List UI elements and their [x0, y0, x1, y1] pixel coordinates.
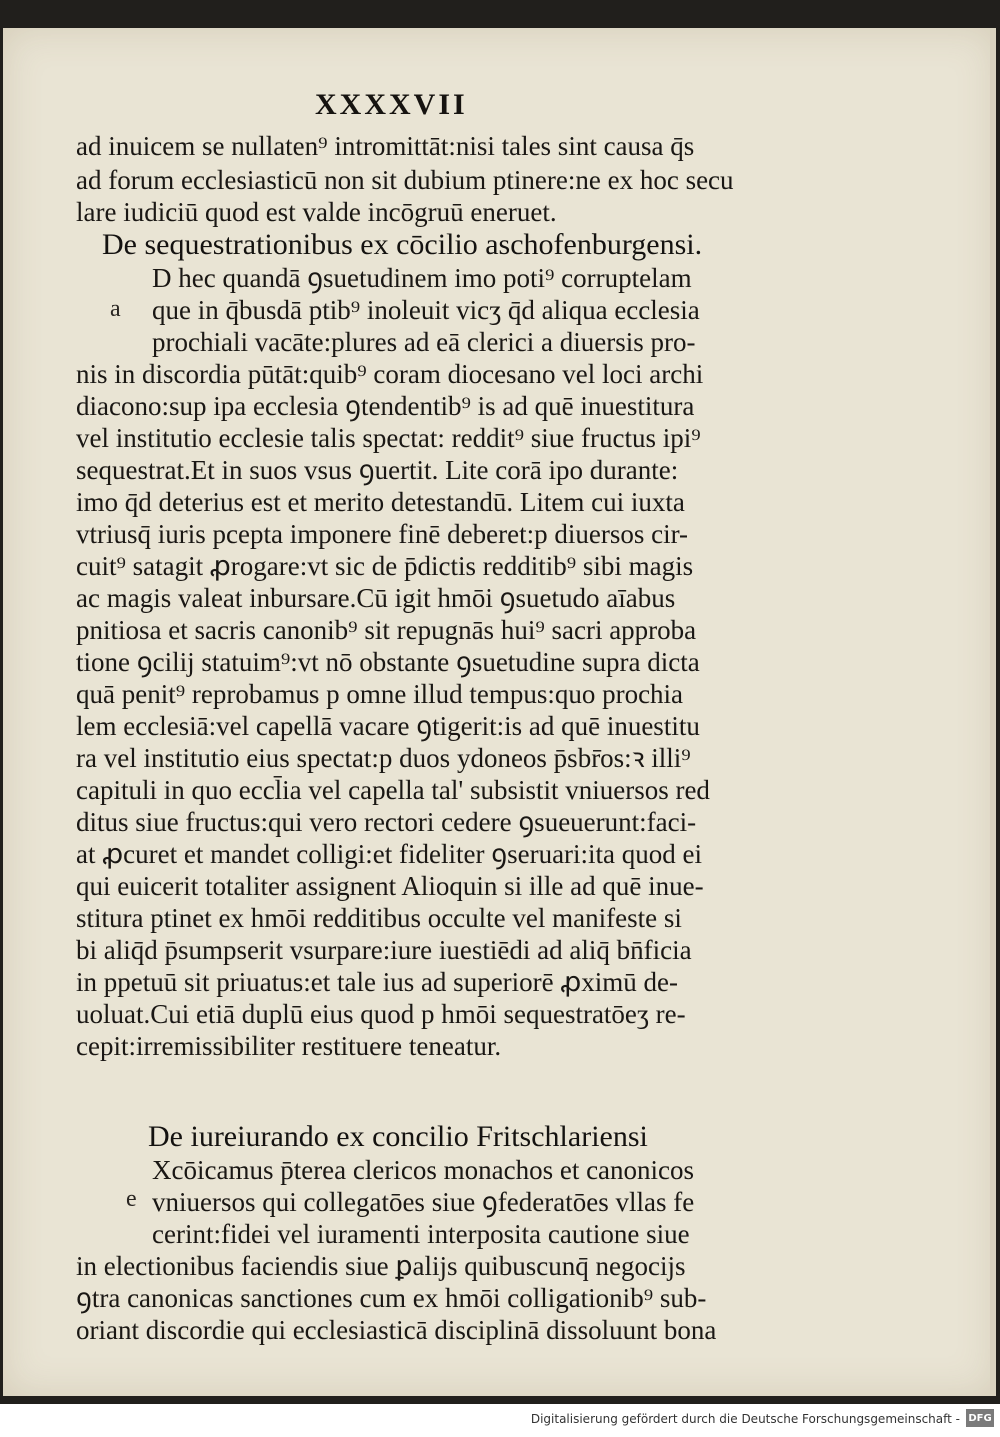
text-line: ad forum ecclesiasticū non sit dubium ptinere:ne ex hoc secu	[76, 165, 734, 195]
text-line: lem ecclesiā:vel capellā vacare ꝯtigerit:is ad quē inuestitu	[76, 711, 700, 741]
text-line: Xcōicamus p̄terea clericos monachos et canonicos	[152, 1155, 695, 1185]
section-heading: De sequestrationibus ex cōcilio aschofenburgensi.	[102, 228, 703, 261]
text-line: tione ꝯcilij statuim⁹:vt nō obstante ꝯsuetudine supra dicta	[76, 647, 700, 677]
folio-number: XXXXVII	[315, 88, 468, 121]
text-line: cepit:irremissibiliter restituere teneatur.	[76, 1031, 502, 1061]
text-line: D hec quandā ꝯsuetudinem imo poti⁹ corruptelam	[152, 263, 692, 293]
initial-guide-letter: a	[110, 296, 121, 322]
text-line: cuit⁹ satagit ꝓrogare:vt sic de p̄dictis redditib⁹ sibi magis	[76, 551, 694, 581]
text-line: ac magis valeat inbursare.Cū igit hmōi ꝯsuetudo aīabus	[76, 583, 676, 613]
text-line: ra vel institutio eius spectat:p duos ydoneos p̄sbr̄os:ꝛ illi⁹	[76, 743, 691, 773]
text-line: sequestrat.Et in suos vsus ꝯuertit. Lite corā ipo durante:	[76, 455, 679, 485]
text-line: stitura ptinet ex hmōi redditibus occulte vel manifeste si	[76, 903, 682, 933]
footer-bar	[0, 1404, 1000, 1437]
text-line: vniuersos qui collegatōes siue ꝯfederatōes vllas fe	[152, 1187, 695, 1217]
text-line: diacono:sup ipa ecclesia ꝯtendentib⁹ is ad quē inuestitura	[76, 391, 695, 421]
text-line: qui euicerit totaliter assignent Alioquin si ille ad quē inue-	[76, 871, 704, 901]
text-line: imo q̄d deterius est et merito detestandū. Litem cui iuxta	[76, 487, 685, 517]
text-line: pnitiosa et sacris canonib⁹ sit repugnās hui⁹ sacri approba	[76, 615, 697, 645]
initial-guide-letter: e	[126, 1186, 137, 1212]
text-line: ditus siue fructus:qui vero rectori cedere ꝯsueuerunt:faci-	[76, 807, 697, 837]
footer-credit: Digitalisierung gefördert durch die Deutsche Forschungsgemeinschaft -	[530, 1412, 960, 1426]
section-heading: De iureiurando ex concilio Fritschlariensi	[148, 1120, 648, 1153]
text-line: in ppetuū sit priuatus:et tale ius ad superiorē ꝓximū de-	[76, 967, 679, 997]
text-line: bi aliq̄d p̄sumpserit vsurpare:iure iuestiēdi ad aliq̄ bn̄ficia	[76, 935, 692, 965]
text-line: at ꝓcuret et mandet colligi:et fideliter ꝯseruari:ita quod ei	[76, 839, 703, 869]
dfg-logo-icon: DFG	[966, 1409, 994, 1427]
text-line: nis in discordia pūtāt:quib⁹ coram diocesano vel loci archi	[76, 359, 704, 389]
text-line: oriant discordie qui ecclesiasticā disciplinā dissoluunt bona	[76, 1315, 717, 1345]
text-line: lare iudiciū quod est valde incōgruū eneruet.	[76, 197, 557, 227]
text-line: uoluat.Cui etiā duplū eius quod p hmōi sequestratōeʒ re-	[76, 999, 686, 1029]
text-line: vtriusq̄ iuris pcepta imponere finē deberet:p diuersos cir-	[76, 519, 689, 549]
text-line: vel institutio ecclesie talis spectat: reddit⁹ siue fructus ipi⁹	[76, 423, 701, 453]
text-line: capituli in quo eccl̄ia vel capella tal' subsistit vniuersos red	[76, 775, 710, 805]
paper-edge	[990, 30, 996, 1394]
text-line: que in q̄busdā ptib⁹ inoleuit vicʒ q̄d aliqua ecclesia	[152, 295, 700, 325]
text-line: prochiali vacāte:plures ad eā clerici a diuersis pro-	[152, 327, 696, 357]
text-line: ꝯtra canonicas sanctiones cum ex hmōi colligationib⁹ sub-	[76, 1283, 707, 1313]
text-line: cerint:fidei vel iuramenti interposita cautione siue	[152, 1219, 690, 1249]
text-line: quā penit⁹ reprobamus p omne illud tempus:quo prochia	[76, 679, 684, 709]
text-line: ad inuicem se nullaten⁹ intromittāt:nisi tales sint causa q̄s	[76, 131, 695, 161]
text-line: in electionibus faciendis siue ꝑalijs quibuscunq̄ negocijs	[76, 1251, 686, 1281]
